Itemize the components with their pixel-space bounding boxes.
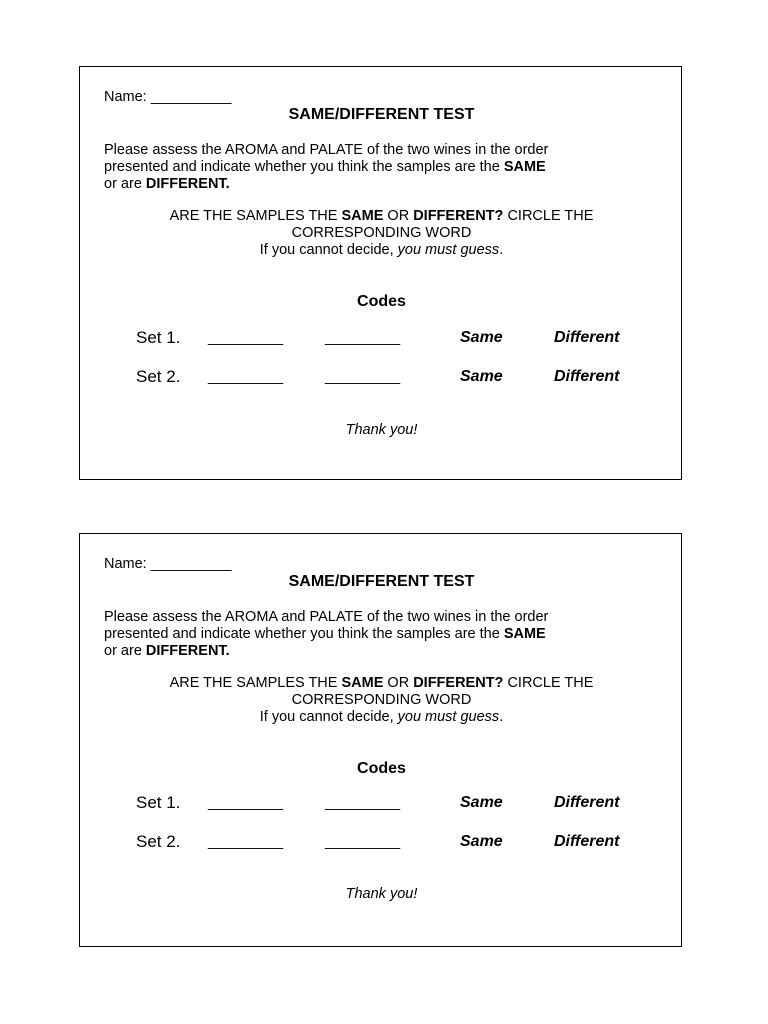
same-emphasis: SAME bbox=[503, 159, 546, 175]
paragraph-text: or are bbox=[104, 176, 146, 192]
instruction-text: OR bbox=[383, 675, 414, 691]
paragraph-line-2 bbox=[104, 159, 548, 176]
form-card-2 bbox=[79, 533, 682, 947]
set-2-code-1-blank[interactable]: _________ bbox=[208, 833, 284, 850]
different-emphasis: DIFFERENT. bbox=[145, 643, 230, 659]
paragraph-text: presented and indicate whether you think the samples are the bbox=[104, 626, 504, 642]
set-1-code-1-blank[interactable]: _________ bbox=[208, 794, 284, 811]
name-label: Name: bbox=[104, 89, 147, 105]
same-emphasis: SAME bbox=[341, 675, 384, 691]
codes-heading: Codes bbox=[357, 760, 406, 777]
instruction-line-1 bbox=[80, 675, 683, 692]
guess-emphasis: you must guess bbox=[397, 709, 500, 725]
paragraph-line-1: Please assess the AROMA and PALATE of the two wines in the order bbox=[104, 142, 549, 158]
same-emphasis: SAME bbox=[341, 208, 384, 224]
instruction-line-2: CORRESPONDING WORD bbox=[291, 692, 472, 708]
circle-instruction bbox=[80, 675, 683, 726]
paragraph-line-2 bbox=[104, 626, 548, 643]
instruction-text: If you cannot decide, bbox=[259, 709, 398, 725]
instruction-text: CIRCLE THE bbox=[503, 675, 594, 691]
codes-heading: Codes bbox=[357, 293, 406, 310]
instruction-line-3 bbox=[80, 242, 683, 259]
set-2-same-option[interactable]: Same bbox=[460, 833, 503, 850]
instruction-text: OR bbox=[383, 208, 414, 224]
set-1-label: Set 1. bbox=[136, 793, 181, 812]
set-2-different-option[interactable]: Different bbox=[554, 833, 620, 850]
paragraph-line-3 bbox=[104, 643, 548, 660]
set-2-code-2-blank[interactable]: _________ bbox=[325, 368, 401, 385]
name-label: Name: bbox=[104, 556, 147, 572]
name-field[interactable] bbox=[104, 89, 231, 105]
name-blank[interactable]: __________ bbox=[150, 89, 232, 105]
thank-you-text: Thank you! bbox=[345, 886, 418, 902]
different-emphasis: DIFFERENT? bbox=[413, 208, 504, 224]
set-2-same-option[interactable]: Same bbox=[460, 368, 503, 385]
different-emphasis: DIFFERENT. bbox=[145, 176, 230, 192]
set-1-different-option[interactable]: Different bbox=[554, 794, 620, 811]
paragraph-line-1: Please assess the AROMA and PALATE of the two wines in the order bbox=[104, 609, 549, 625]
instruction-text: ARE THE SAMPLES THE bbox=[169, 675, 342, 691]
instruction-line-3 bbox=[80, 709, 683, 726]
different-emphasis: DIFFERENT? bbox=[413, 675, 504, 691]
set-1-different-option[interactable]: Different bbox=[554, 329, 620, 346]
form-card-1 bbox=[79, 66, 682, 480]
set-2-code-2-blank[interactable]: _________ bbox=[325, 833, 401, 850]
form-title: SAME/DIFFERENT TEST bbox=[288, 573, 475, 590]
instruction-text: . bbox=[499, 242, 504, 258]
paragraph-line-3 bbox=[104, 176, 548, 193]
set-2-label: Set 2. bbox=[136, 832, 181, 851]
name-blank[interactable]: __________ bbox=[150, 556, 232, 572]
instructions-paragraph bbox=[104, 609, 548, 660]
set-2-code-1-blank[interactable]: _________ bbox=[208, 368, 284, 385]
instruction-text: . bbox=[499, 709, 504, 725]
form-title: SAME/DIFFERENT TEST bbox=[288, 106, 475, 123]
guess-emphasis: you must guess bbox=[397, 242, 500, 258]
set-1-code-2-blank[interactable]: _________ bbox=[325, 794, 401, 811]
instruction-line-2: CORRESPONDING WORD bbox=[291, 225, 472, 241]
set-2-different-option[interactable]: Different bbox=[554, 368, 620, 385]
set-2-label: Set 2. bbox=[136, 367, 181, 386]
set-1-same-option[interactable]: Same bbox=[460, 794, 503, 811]
paragraph-text: or are bbox=[104, 643, 146, 659]
instruction-text: If you cannot decide, bbox=[259, 242, 398, 258]
instruction-text: ARE THE SAMPLES THE bbox=[169, 208, 342, 224]
circle-instruction bbox=[80, 208, 683, 259]
set-1-code-2-blank[interactable]: _________ bbox=[325, 329, 401, 346]
paragraph-text: presented and indicate whether you think the samples are the bbox=[104, 159, 504, 175]
name-field[interactable] bbox=[104, 556, 231, 572]
instruction-text: CIRCLE THE bbox=[503, 208, 594, 224]
set-1-same-option[interactable]: Same bbox=[460, 329, 503, 346]
set-1-code-1-blank[interactable]: _________ bbox=[208, 329, 284, 346]
instructions-paragraph bbox=[104, 142, 548, 193]
set-1-label: Set 1. bbox=[136, 328, 181, 347]
instruction-line-1 bbox=[80, 208, 683, 225]
same-emphasis: SAME bbox=[503, 626, 546, 642]
thank-you-text: Thank you! bbox=[345, 422, 418, 438]
